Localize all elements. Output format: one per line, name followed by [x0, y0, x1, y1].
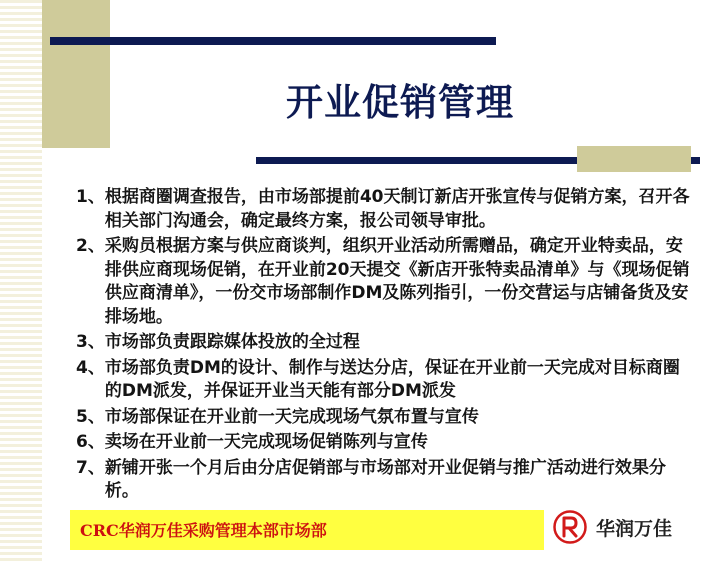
beige-accent-block: [42, 0, 110, 148]
item-text: 采购员根据方案与供应商谈判，组织开业活动所需赠品，确定开业特卖品，安排供应商现场促销，在开业前20天提交《新店开张特卖品清单》与《现场促销供应商清单》，一份交市场部制作DM及陈列指引，一份交营运与店铺备货及安排场地。: [104, 236, 690, 327]
slide-title: 开业促销管理: [286, 81, 514, 124]
item-number: 1、: [76, 187, 105, 207]
item-text: 新铺开张一个月后由分店促销部与市场部对开业促销与推广活动进行效果分析。: [104, 457, 666, 501]
item-text: 市场部负责跟踪媒体投放的全过程: [104, 332, 360, 352]
list-item: [76, 406, 694, 430]
beige-accent-small: [577, 146, 691, 172]
item-text: 市场部负责DM的设计、制作与送达分店，保证在开业前一天完成对目标商圈的DM派发，并保证开业当天能有部分DM派发: [104, 357, 680, 401]
company-logo: [552, 509, 672, 545]
list-item: [76, 357, 694, 404]
list-item: [76, 235, 694, 329]
item-number: 3、: [76, 332, 105, 352]
item-text: 市场部保证在开业前一天完成现场气氛布置与宣传: [104, 406, 479, 427]
company-logo-icon: [552, 509, 588, 545]
list-item: [76, 186, 694, 233]
list-item: [76, 431, 694, 455]
item-text: 根据商圈调查报告，由市场部提前40天制订新店开张宣传与促销方案，召开各相关部门沟通会，确定最终方案，报公司领导审批。: [104, 187, 690, 231]
item-number: 7、: [76, 457, 105, 478]
item-text: 卖场在开业前一天完成现场促销陈列与宣传: [104, 432, 428, 452]
left-stripe-decoration: [0, 0, 42, 562]
item-number: 6、: [76, 432, 105, 452]
content-list: [76, 186, 694, 506]
list-item: [76, 331, 694, 355]
footer-department-text: CRC华润万佳采购管理本部市场部: [80, 521, 327, 540]
top-rule-line: [50, 37, 496, 45]
item-number: 4、: [76, 357, 105, 378]
item-number: 2、: [76, 236, 105, 256]
logo-text: 华润万佳: [596, 517, 673, 540]
item-number: 5、: [76, 406, 105, 427]
list-item: [76, 457, 694, 504]
